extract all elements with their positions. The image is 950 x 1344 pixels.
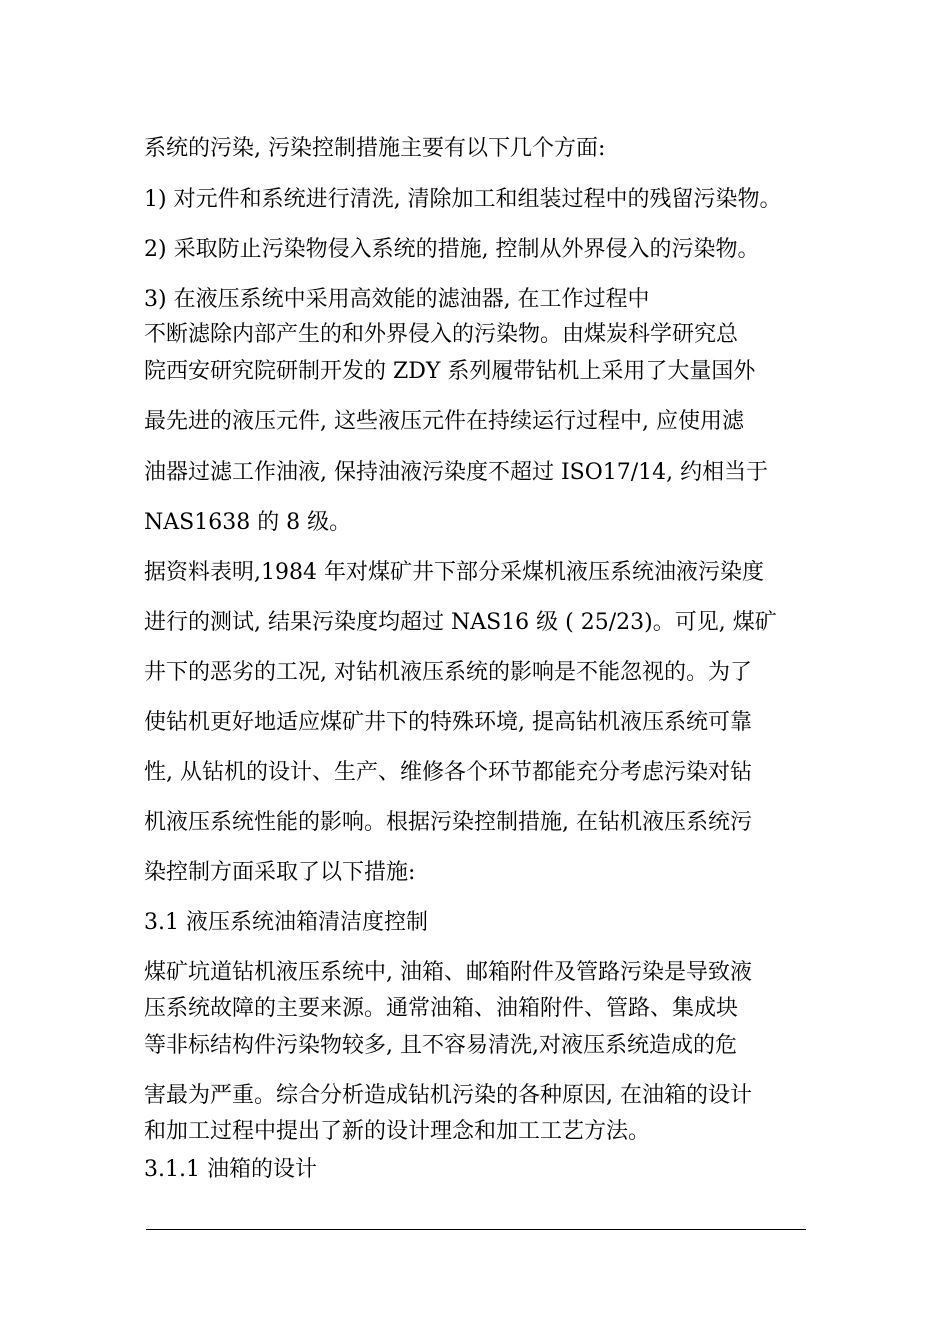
paragraph-line: 压系统故障的主要来源。通常油箱、油箱附件、管路、集成块 [144,996,739,1021]
paragraph-line: 油器过滤工作油液, 保持油液污染度不超过 ISO17/14, 约相当于 [144,460,769,485]
paragraph-line: 性, 从钻机的设计、生产、维修各个环节都能充分考虑污染对钻 [144,760,752,785]
paragraph-line: 进行的测试, 结果污染度均超过 NAS16 级 ( 25/23)。可见, 煤矿 [144,610,777,635]
paragraph-line: 院西安研究院研制开发的 ZDY 系列履带钻机上采用了大量国外 [144,359,756,384]
paragraph-line: 最先进的液压元件, 这些液压元件在持续运行过程中, 应使用滤 [144,409,744,434]
paragraph-line: 使钻机更好地适应煤矿井下的特殊环境, 提高钻机液压系统可靠 [144,710,752,735]
paragraph-line: 机液压系统性能的影响。根据污染控制措施, 在钻机液压系统污 [144,810,752,835]
paragraph-line: 据资料表明,1984 年对煤矿井下部分采煤机液压系统油液污染度 [144,560,764,585]
paragraph-line: 染控制方面采取了以下措施: [144,860,416,885]
subsection-heading: 3.1.1 油箱的设计 [144,1157,317,1182]
paragraph-line: 煤矿坑道钻机液压系统中, 油箱、邮箱附件及管路污染是导致液 [144,960,752,985]
paragraph-line: 害最为严重。综合分析造成钻机污染的各种原因, 在油箱的设计 [144,1083,752,1108]
paragraph-line: 不断滤除内部产生的和外界侵入的污染物。由煤炭科学研究总 [144,322,739,347]
paragraph-line: 等非标结构件污染物较多, 且不容易清洗,对液压系统造成的危 [144,1033,737,1058]
footer-divider [146,1229,806,1230]
list-item-1: 1) 对元件和系统进行清洗, 清除加工和组装过程中的残留污染物。 [144,187,782,212]
paragraph-line: NAS1638 的 8 级。 [144,510,352,535]
paragraph-line: 井下的恶劣的工况, 对钻机液压系统的影响是不能忽视的。为了 [144,660,752,685]
section-heading: 3.1 液压系统油箱清洁度控制 [144,910,428,935]
paragraph-line: 系统的污染, 污染控制措施主要有以下几个方面: [144,136,606,161]
list-item-2: 2) 采取防止污染物侵入系统的措施, 控制从外界侵入的污染物。 [144,237,760,262]
paragraph-line: 和加工过程中提出了新的设计理念和加工工艺方法。 [144,1119,651,1144]
list-item-3: 3) 在液压系统中采用高效能的滤油器, 在工作过程中 [144,287,650,312]
